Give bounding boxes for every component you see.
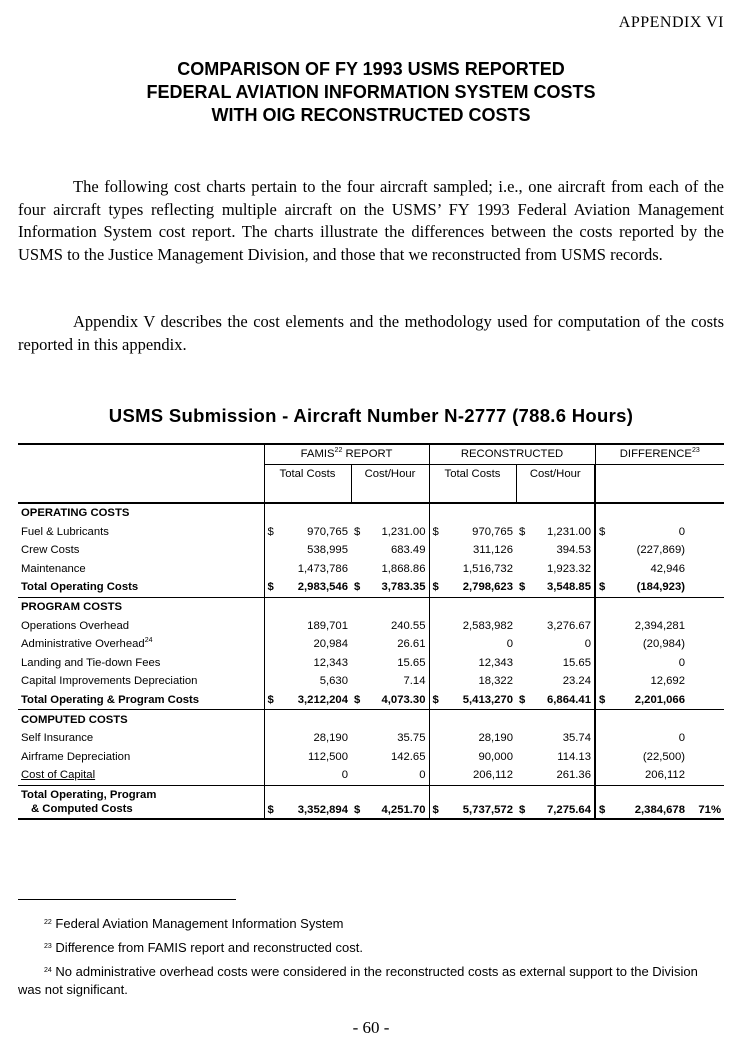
footnote-rule: [18, 899, 236, 900]
grand-total-label: Total Operating, Program & Computed Costs: [18, 785, 264, 819]
page-number: - 60 -: [352, 1018, 390, 1037]
section-row: COMPUTED COSTS: [18, 710, 724, 729]
table-row: Cost of Capital 0 0 206,112 261.36 206,112: [18, 766, 724, 785]
grand-total-percent: 71%: [688, 785, 724, 819]
recon-hour-header: Cost/Hour: [516, 464, 595, 483]
table-row: Administrative Overhead$^{24}$ 20,984 26.61 0 0 (20,984): [18, 635, 724, 654]
subtotal-row: Total Operating & Program Costs $ 3,212,204 $ 4,073.30 $ 5,413,270 $ 6,864.41 $ 2,201,066: [18, 691, 724, 710]
table-row: Fuel & Lubricants $ 970,765 $ 1,231.00 $ 970,765 $ 1,231.00 $ 0: [18, 522, 724, 541]
table-column-header: [18, 464, 724, 483]
table-row: Landing and Tie-down Fees 12,343 15.65 12,343 15.65 0: [18, 654, 724, 673]
famis-total-header: Total Costs: [264, 464, 351, 483]
methodology-paragraph: Appendix V describes the cost elements and the methodology used for computation of the costs reported in this appendix.: [18, 312, 724, 354]
table-row: Crew Costs 538,995 683.49 311,126 394.53 (227,869): [18, 541, 724, 560]
cost-table: [18, 443, 724, 820]
table-group-header: [18, 444, 724, 464]
table-row: Maintenance 1,473,786 1,868.86 1,516,732 1,923.32 42,946: [18, 560, 724, 579]
section-row: [18, 503, 724, 523]
title-line-1: COMPARISON OF FY 1993 USMS REPORTED: [177, 59, 565, 79]
table-row: Self Insurance 28,190 35.75 28,190 35.74 0: [18, 729, 724, 748]
reconstructed-header: RECONSTRUCTED: [429, 444, 595, 464]
title-line-2: FEDERAL AVIATION INFORMATION SYSTEM COSTS: [146, 82, 596, 102]
grand-total-row: Total Operating, Program & Computed Costs $ 3,352,894 $ 4,251.70 $ 5,737,572 $ 7,275.64 $ 2,384,678 71%: [18, 785, 724, 819]
table-title: USMS Submission - Aircraft Number N-2777 (788.6 Hours): [108, 405, 634, 426]
table-row: Operations Overhead 189,701 240.55 2,583,982 3,276.67 2,394,281: [18, 616, 724, 635]
section-label: OPERATING COSTS: [21, 507, 130, 520]
difference-header: DIFFERENCE$^{23}$: [595, 444, 724, 464]
famis-header: FAMIS$^{22}$ REPORT: [264, 444, 429, 464]
title-line-3: WITH OIG RECONSTRUCTED COSTS: [211, 105, 531, 125]
table-row: Airframe Depreciation 112,500 142.65 90,000 114.13 (22,500): [18, 748, 724, 767]
recon-total-header: Total Costs: [429, 464, 516, 483]
subtotal-row: Total Operating Costs $ 2,983,546 $ 3,783.35 $ 2,798,623 $ 3,548.85 $ (184,923): [18, 578, 724, 597]
intro-paragraph: The following cost charts pertain to the four aircraft sampled; i.e., one aircraft from each of the four aircraft types reflecting multiple aircraft on the USMS’ FY 1993 Federal Aviation Management Information System cost report. The charts illustrate the differences between the costs reported by the USMS to the Justice Management Division, and those that we reconstructed from USMS records.: [18, 177, 724, 265]
footnote-23: $^{23}$ Difference from FAMIS report and reconstructed cost.: [44, 940, 363, 955]
section-row: PROGRAM COSTS: [18, 597, 724, 616]
appendix-label: APPENDIX VI: [618, 14, 724, 31]
table-row: Capital Improvements Depreciation 5,630 7.14 18,322 23.24 12,692: [18, 672, 724, 691]
footnote-24: $^{24}$ No administrative overhead costs were considered in the reconstructed costs as external support to the Division was not significant.: [18, 964, 698, 997]
footnote-22: $^{22}$ Federal Aviation Management Information System: [44, 916, 344, 931]
page-title: [0, 58, 742, 127]
famis-hour-header: Cost/Hour: [351, 464, 429, 483]
